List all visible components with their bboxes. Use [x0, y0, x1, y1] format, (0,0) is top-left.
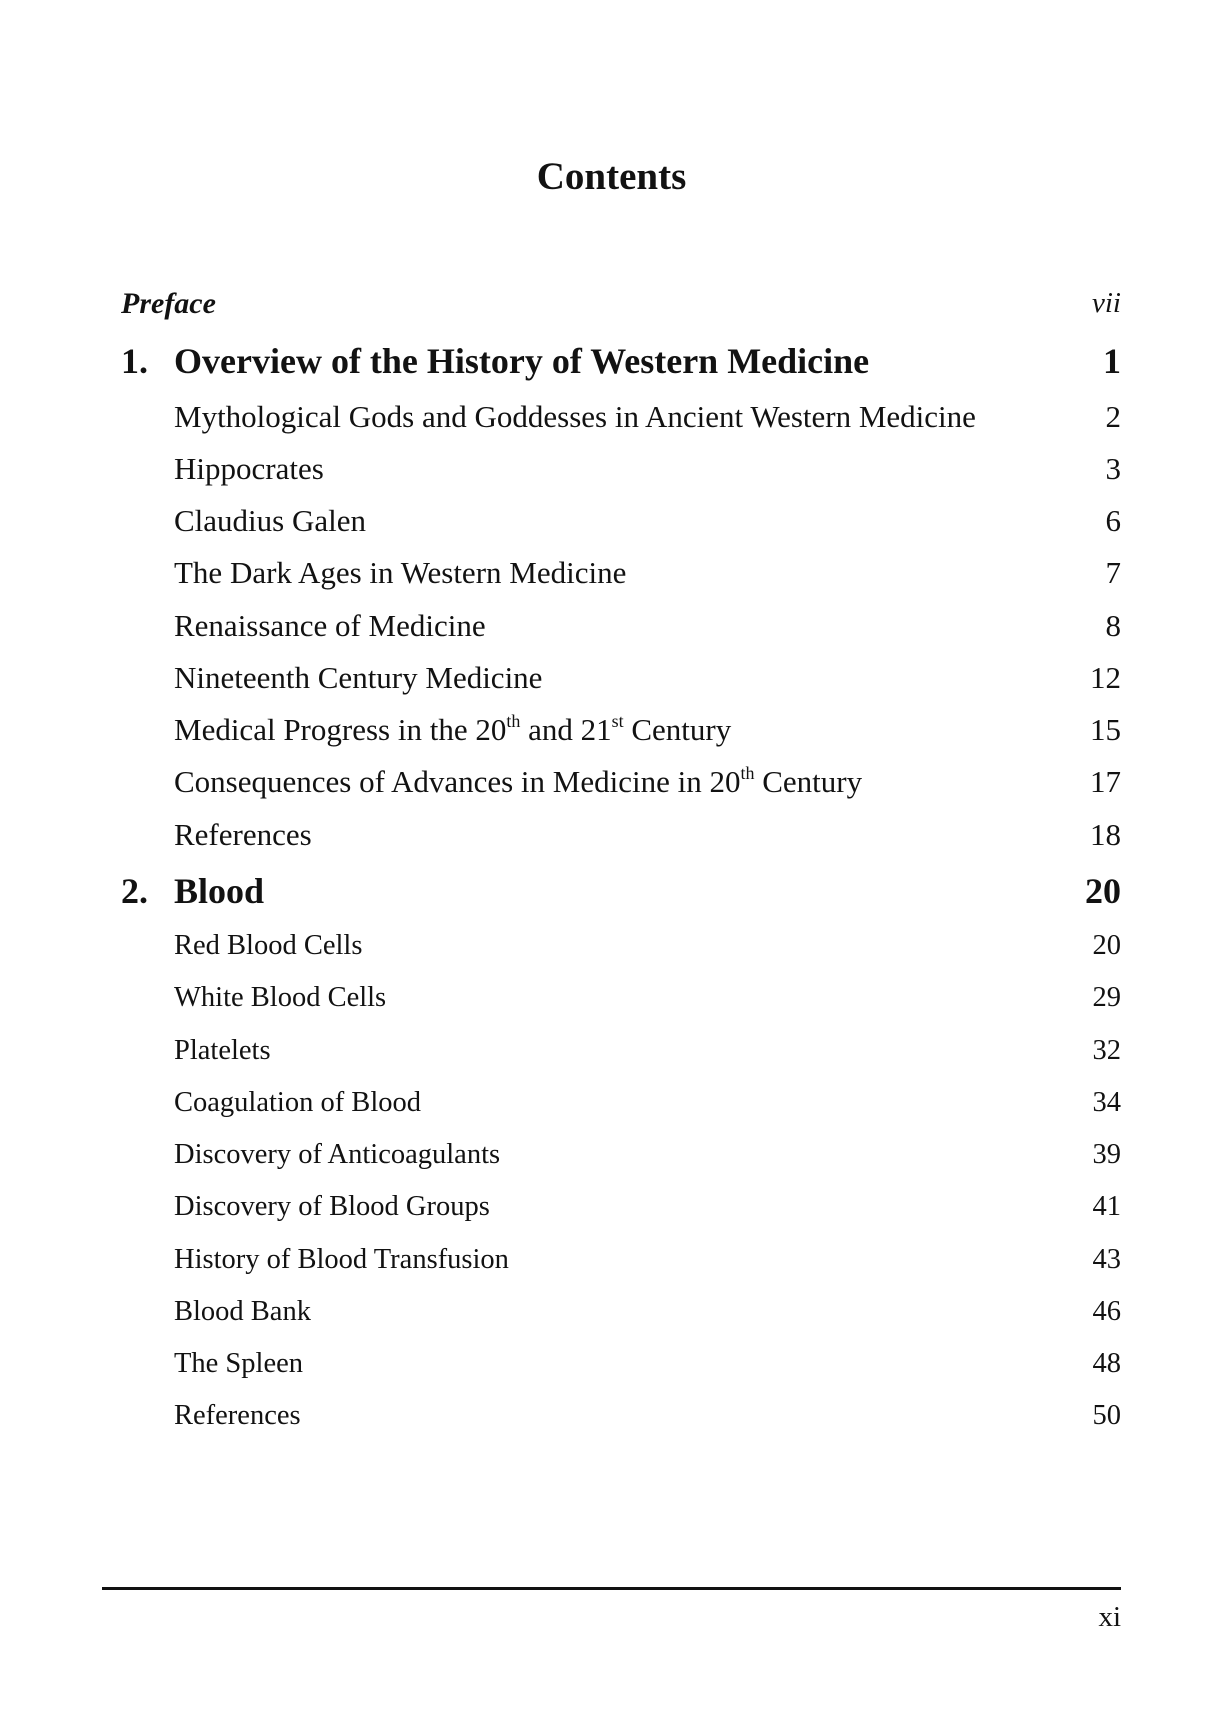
table-of-contents	[121, 275, 1121, 1443]
entry-page-number: 39	[1092, 1139, 1121, 1171]
page-title: Contents	[536, 155, 687, 198]
entry-title-text: Discovery of Anticoagulants	[174, 1139, 501, 1171]
entry-title-text: Blood Bank	[174, 1295, 311, 1327]
chapter-heading-row	[121, 862, 1121, 920]
entry-title-text: Claudius Galen	[174, 503, 366, 539]
preface-row	[121, 275, 1121, 332]
chapter-page-number: 1	[1103, 341, 1121, 381]
chapter-heading-row	[121, 332, 1121, 390]
chapter-page-number: 20	[1085, 871, 1121, 912]
entry-title	[121, 659, 1090, 695]
entry-title	[121, 1034, 1093, 1066]
entry-title-text: Medical Progress in the 20	[174, 712, 507, 748]
entry-page-number: 50	[1092, 1400, 1121, 1432]
entry-title-text: White Blood Cells	[174, 982, 387, 1014]
entry-title	[121, 450, 1106, 486]
entry-title-text: Discovery of Blood Groups	[174, 1191, 490, 1223]
preface-label: Preface	[121, 286, 216, 320]
entry-title	[121, 932, 1093, 961]
entry-title-text: Consequences of Advances in Medicine in 20	[174, 764, 741, 800]
page-folio: xi	[1098, 1601, 1121, 1633]
entry-title-text: Nineteenth Century Medicine	[174, 659, 543, 695]
entry-title	[121, 1193, 1093, 1222]
toc-entry	[121, 1338, 1121, 1390]
toc-entry	[121, 1391, 1121, 1443]
chapter-title: Overview of the History of Western Medicine	[174, 341, 870, 381]
toc-entry	[121, 495, 1121, 547]
preface-page-number: vii	[1092, 287, 1121, 319]
entry-title	[121, 984, 1093, 1013]
toc-entry	[121, 973, 1121, 1025]
entry-title-text: Red Blood Cells	[174, 930, 363, 962]
entry-page-number: 8	[1105, 607, 1121, 643]
entry-title	[121, 503, 1106, 539]
entry-title-text: and 21	[520, 712, 612, 748]
entry-title	[121, 1350, 1093, 1379]
toc-entry	[121, 1025, 1121, 1077]
entry-page-number: 34	[1092, 1086, 1121, 1118]
entry-page-number: 7	[1105, 555, 1121, 591]
entry-title-text: History of Blood Transfusion	[174, 1243, 509, 1275]
toc-entry	[121, 1286, 1121, 1338]
toc-entry	[121, 547, 1121, 599]
toc-entry	[121, 1129, 1121, 1181]
chapter-number: 2.	[121, 871, 148, 912]
ordinal-superscript: th	[740, 763, 755, 784]
toc-entry	[121, 1182, 1121, 1234]
entry-title	[121, 816, 1090, 852]
entry-page-number: 15	[1090, 712, 1121, 748]
entry-title-text: Platelets	[174, 1034, 271, 1066]
entry-title	[121, 607, 1106, 643]
toc-entry	[121, 390, 1121, 442]
toc-entry	[121, 1077, 1121, 1129]
entry-title-text: The Dark Ages in Western Medicine	[174, 555, 627, 591]
toc-entry	[121, 756, 1121, 808]
entry-page-number: 46	[1092, 1295, 1121, 1327]
toc-entry	[121, 651, 1121, 703]
entry-title-text: The Spleen	[174, 1348, 304, 1380]
toc-entry	[121, 442, 1121, 494]
entry-page-number: 2	[1105, 398, 1121, 434]
chapter-block	[121, 332, 1121, 860]
entry-title-text: Mythological Gods and Goddesses in Ancient Western Medicine	[174, 398, 976, 434]
entry-title	[121, 1402, 1093, 1431]
chapter-block	[121, 862, 1121, 1443]
entry-title-text: Century	[754, 764, 863, 800]
entry-page-number: 32	[1092, 1034, 1121, 1066]
entry-title	[121, 1141, 1093, 1170]
toc-entry	[121, 704, 1121, 756]
entry-title	[121, 1243, 1093, 1275]
entry-page-number: 18	[1090, 816, 1121, 852]
entry-page-number: 6	[1105, 503, 1121, 539]
ordinal-superscript: th	[506, 711, 521, 732]
entry-page-number: 3	[1105, 450, 1121, 486]
entry-title	[121, 763, 1090, 800]
entry-page-number: 29	[1092, 982, 1121, 1014]
entry-title-text: References	[174, 1400, 301, 1432]
entry-title-text: References	[174, 816, 312, 852]
entry-page-number: 17	[1090, 764, 1121, 800]
entry-title	[121, 1295, 1093, 1327]
entry-title	[121, 398, 1106, 434]
chapter-title: Blood	[174, 871, 265, 912]
entry-page-number: 41	[1092, 1191, 1121, 1223]
entry-page-number: 12	[1090, 659, 1121, 695]
entry-title-text: Century	[623, 712, 732, 748]
entry-title	[121, 711, 1090, 748]
entry-title	[121, 1086, 1093, 1118]
entry-page-number: 20	[1092, 930, 1121, 962]
entry-title-text: Hippocrates	[174, 450, 324, 486]
entry-title	[121, 555, 1106, 591]
toc-entry	[121, 1234, 1121, 1286]
toc-entry	[121, 599, 1121, 651]
chapter-number: 1.	[121, 341, 148, 381]
entry-page-number: 48	[1092, 1348, 1121, 1380]
entry-title-text: Renaissance of Medicine	[174, 607, 486, 643]
entry-page-number: 43	[1092, 1243, 1121, 1275]
footer-rule	[102, 1587, 1121, 1590]
ordinal-superscript: st	[611, 711, 624, 732]
toc-entry	[121, 808, 1121, 860]
entry-title-text: Coagulation of Blood	[174, 1086, 421, 1118]
toc-entry	[121, 920, 1121, 972]
